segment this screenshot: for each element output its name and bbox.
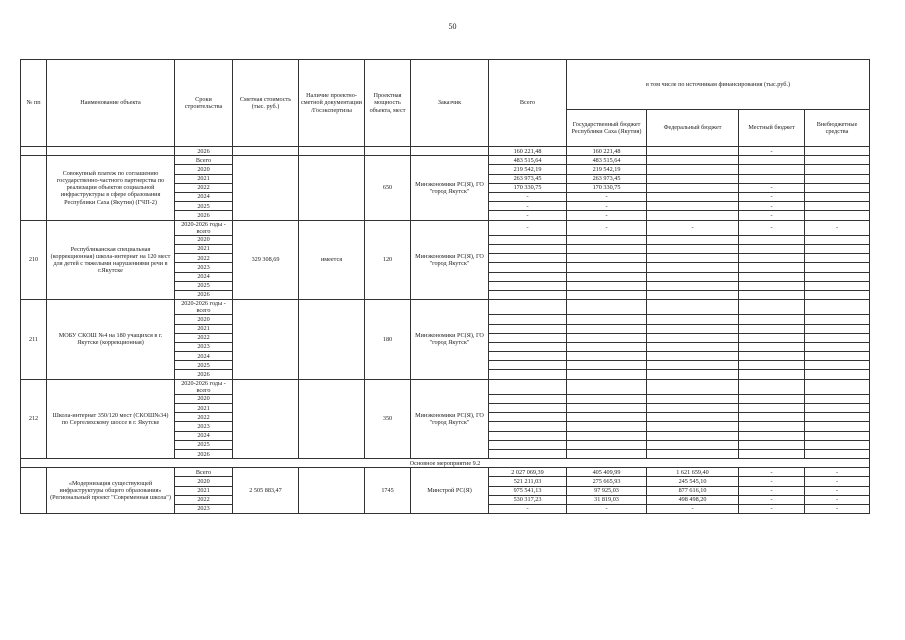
period-cell: 2026 [175,450,233,459]
object-name: «Модернизация существующей инфраструктуры общего образования» (Региональный проект "Современная школа") [47,468,175,514]
local-cell [739,440,805,449]
extra-cell [805,300,870,315]
period-cell: 2020 [175,235,233,244]
federal-cell [647,361,739,370]
empty-cell [411,147,489,156]
period-cell: 2022 [175,333,233,342]
local-cell: - [739,202,805,211]
local-cell [739,370,805,379]
total-cell: 483 515,64 [489,156,567,165]
object-capacity: 180 [365,300,411,380]
state-cell [567,413,647,422]
local-cell: - [739,468,805,477]
object-cost [233,300,299,380]
total-cell [489,281,567,290]
state-cell: - [567,202,647,211]
federal-cell [647,290,739,299]
total-cell [489,272,567,281]
period-cell: 2026 [175,370,233,379]
state-cell [567,440,647,449]
extra-cell [805,174,870,183]
state-cell [567,324,647,333]
local-cell: - [739,495,805,504]
extra-cell [805,413,870,422]
header-num: № пп [21,60,47,147]
total-cell: 2 027 069,39 [489,468,567,477]
period-cell: 2025 [175,281,233,290]
state-cell [567,431,647,440]
federal-cell [647,244,739,253]
state-cell [567,244,647,253]
object-capacity: 1745 [365,468,411,514]
extra-cell [805,254,870,263]
period-cell: 2021 [175,324,233,333]
period-cell: 2021 [175,404,233,413]
object-customer: Минэкономики РС(Я), ГО "город Якутск" [411,220,489,300]
header-name: Наименование объекта [47,60,175,147]
total-cell [489,263,567,272]
total-cell [489,324,567,333]
extra-cell [805,370,870,379]
total-cell [489,379,567,394]
header-sources: в том числе по источникам финансирования (тыс.руб.) [567,60,870,110]
federal-cell [647,156,739,165]
extra-cell [805,352,870,361]
period-cell: 2020-2026 годы - всего [175,300,233,315]
period-cell: 2024 [175,352,233,361]
page-number: 50 [448,22,457,31]
state-cell: 31 819,03 [567,495,647,504]
period-cell: 2024 [175,192,233,201]
total-cell [489,361,567,370]
table-row [21,300,870,315]
federal-cell: 498 498,20 [647,495,739,504]
total-cell [489,235,567,244]
local-cell [739,263,805,272]
total-cell: - [489,211,567,220]
state-cell [567,315,647,324]
state-cell [567,370,647,379]
federal-cell [647,324,739,333]
federal-cell [647,379,739,394]
state-cell: - [567,192,647,201]
extra-cell [805,290,870,299]
extra-cell [805,440,870,449]
period-cell: 2026 [175,147,233,156]
local-cell: - [739,147,805,156]
period-cell: 2020 [175,315,233,324]
local-cell [739,290,805,299]
federal-cell [647,300,739,315]
extra-cell: - [805,495,870,504]
local-cell [739,352,805,361]
period-cell: 2020-2026 годы - всего [175,220,233,235]
extra-cell [805,281,870,290]
extra-cell [805,431,870,440]
period-cell: 2023 [175,342,233,351]
local-cell [739,300,805,315]
federal-cell [647,174,739,183]
state-cell: 160 221,48 [567,147,647,156]
local-cell: - [739,220,805,235]
period-cell: 2026 [175,290,233,299]
header-local: Местный бюджет [739,110,805,147]
state-cell [567,361,647,370]
state-cell [567,394,647,403]
state-cell: - [567,220,647,235]
period-cell: 2022 [175,413,233,422]
object-customer: Минэкономики РС(Я), ГО "город Якутск" [411,379,489,459]
federal-cell [647,165,739,174]
federal-cell [647,183,739,192]
object-cost [233,379,299,459]
header-docs: Наличие проектно-сметной документации /Госэкспертизы [299,60,365,147]
object-name: МОБУ СКОШ №4 на 180 учащихся в г. Якутске (коррекционная) [47,300,175,380]
federal-cell [647,404,739,413]
local-cell [739,422,805,431]
header-period: Сроки строительства [175,60,233,147]
total-cell [489,404,567,413]
federal-cell: 245 545,10 [647,477,739,486]
object-cost: 2 505 883,47 [233,468,299,514]
state-cell: 405 409,99 [567,468,647,477]
state-cell [567,263,647,272]
state-cell [567,281,647,290]
period-cell: 2022 [175,183,233,192]
period-cell: 2020 [175,477,233,486]
object-docs: имеется [299,220,365,300]
federal-cell: 1 621 659,40 [647,468,739,477]
total-cell [489,450,567,459]
period-cell: 2024 [175,272,233,281]
total-cell [489,290,567,299]
federal-cell [647,352,739,361]
total-cell [489,333,567,342]
total-cell: 160 221,48 [489,147,567,156]
total-cell [489,315,567,324]
object-capacity: 350 [365,379,411,459]
local-cell [739,272,805,281]
header-cost: Сметная стоимость (тыс. руб.) [233,60,299,147]
extra-cell [805,272,870,281]
object-customer: Минстрой РС(Я) [411,468,489,514]
extra-cell [805,422,870,431]
header-capacity: Проектная мощность объекта, мест [365,60,411,147]
total-cell [489,422,567,431]
local-cell: - [739,183,805,192]
period-cell: Всего [175,468,233,477]
object-cost: 329 308,69 [233,220,299,300]
local-cell [739,394,805,403]
total-cell: - [489,504,567,513]
total-cell [489,352,567,361]
total-cell: 219 542,19 [489,165,567,174]
extra-cell [805,263,870,272]
object-capacity: 650 [365,156,411,220]
object-docs [299,379,365,459]
period-cell: 2026 [175,211,233,220]
state-cell: 219 542,19 [567,165,647,174]
federal-cell: 877 616,10 [647,486,739,495]
total-cell: 521 211,03 [489,477,567,486]
extra-cell [805,183,870,192]
state-cell [567,290,647,299]
period-cell: 2025 [175,440,233,449]
extra-cell [805,156,870,165]
period-cell: 2020-2026 годы - всего [175,379,233,394]
header-extra: Внебюджетные средства [805,110,870,147]
header-state: Государственный бюджет Республики Саха (Якутия) [567,110,647,147]
extra-cell [805,333,870,342]
header-total: Всего [489,60,567,147]
state-cell [567,254,647,263]
total-cell [489,370,567,379]
federal-cell [647,370,739,379]
section-title: Основное мероприятие 9.2 [21,459,870,468]
local-cell [739,315,805,324]
extra-cell [805,211,870,220]
total-cell: 530 317,23 [489,495,567,504]
total-cell [489,394,567,403]
local-cell [739,342,805,351]
federal-cell [647,431,739,440]
extra-cell [805,379,870,394]
state-cell [567,300,647,315]
local-cell [739,404,805,413]
local-cell [739,254,805,263]
table-row [21,156,870,165]
local-cell [739,361,805,370]
object-number [21,468,47,514]
extra-cell [805,450,870,459]
period-cell: 2022 [175,254,233,263]
total-cell [489,254,567,263]
total-cell [489,440,567,449]
table-row [21,220,870,235]
state-cell: - [567,504,647,513]
object-docs [299,156,365,220]
local-cell: - [739,211,805,220]
local-cell [739,324,805,333]
federal-cell [647,235,739,244]
object-number: 212 [21,379,47,459]
object-capacity: 120 [365,220,411,300]
object-name: Совокупный платеж по соглашению государственно-частного партнерства по реализации объектов социальной инфраструктуры в сфере образования Республики Саха (Якутия) (ГЧП-2) [47,156,175,220]
empty-cell [365,147,411,156]
header-customer: Заказчик [411,60,489,147]
table-row [21,468,870,477]
state-cell [567,422,647,431]
federal-cell [647,281,739,290]
period-cell: 2021 [175,244,233,253]
extra-cell [805,394,870,403]
state-cell [567,235,647,244]
state-cell: 170 330,75 [567,183,647,192]
extra-cell [805,147,870,156]
federal-cell: - [647,220,739,235]
period-cell: 2023 [175,422,233,431]
extra-cell [805,244,870,253]
total-cell [489,413,567,422]
extra-cell: - [805,220,870,235]
extra-cell [805,192,870,201]
local-cell [739,431,805,440]
extra-cell [805,235,870,244]
extra-cell: - [805,486,870,495]
extra-cell [805,342,870,351]
federal-cell [647,272,739,281]
total-cell [489,300,567,315]
extra-cell [805,315,870,324]
object-docs [299,300,365,380]
object-name: Республиканская специальная (коррекционная) школа-интернат на 120 мест для детей с тяжелыми нарушениями речи в г.Якутске [47,220,175,300]
federal-cell [647,440,739,449]
federal-cell [647,342,739,351]
local-cell [739,244,805,253]
period-cell: 2024 [175,431,233,440]
local-cell: - [739,477,805,486]
extra-cell: - [805,477,870,486]
object-customer: Минэкономики РС(Я), ГО "город Якутск" [411,156,489,220]
extra-cell [805,324,870,333]
state-cell [567,450,647,459]
period-cell: 2023 [175,504,233,513]
total-cell: - [489,220,567,235]
state-cell [567,404,647,413]
local-cell: - [739,192,805,201]
period-cell: 2025 [175,361,233,370]
total-cell: 170 330,75 [489,183,567,192]
period-cell: 2021 [175,486,233,495]
state-cell [567,272,647,281]
object-number [21,156,47,220]
total-cell: - [489,202,567,211]
state-cell: - [567,211,647,220]
state-cell: 275 665,93 [567,477,647,486]
local-cell [739,281,805,290]
extra-cell: - [805,504,870,513]
federal-cell [647,147,739,156]
state-cell [567,352,647,361]
total-cell: - [489,192,567,201]
federal-cell [647,450,739,459]
period-cell: Всего [175,156,233,165]
federal-cell [647,211,739,220]
total-cell [489,431,567,440]
extra-cell [805,361,870,370]
federal-cell [647,254,739,263]
federal-cell [647,192,739,201]
object-number: 210 [21,220,47,300]
period-cell: 2025 [175,202,233,211]
empty-cell [233,147,299,156]
extra-cell [805,165,870,174]
object-customer: Минэкономики РС(Я), ГО "город Якутск" [411,300,489,380]
object-name: Школа-интернат 350/120 мест (СКОШ№34) по Сергеляхскому шоссе в г. Якутске [47,379,175,459]
period-cell: 2023 [175,263,233,272]
state-cell [567,379,647,394]
empty-cell [21,147,47,156]
state-cell: 263 973,45 [567,174,647,183]
state-cell: 97 925,03 [567,486,647,495]
header-federal: Федеральный бюджет [647,110,739,147]
local-cell [739,379,805,394]
state-cell [567,333,647,342]
total-cell: 975 541,13 [489,486,567,495]
total-cell [489,244,567,253]
local-cell [739,450,805,459]
federal-cell [647,422,739,431]
state-cell: 483 515,64 [567,156,647,165]
local-cell [739,413,805,422]
financing-table [20,59,870,514]
extra-cell [805,202,870,211]
state-cell [567,342,647,351]
object-number: 211 [21,300,47,380]
local-cell: - [739,504,805,513]
total-cell: 263 973,45 [489,174,567,183]
table-row [21,379,870,394]
object-docs [299,468,365,514]
federal-cell [647,263,739,272]
local-cell [739,235,805,244]
local-cell [739,333,805,342]
local-cell: - [739,486,805,495]
period-cell: 2022 [175,495,233,504]
object-cost [233,156,299,220]
federal-cell [647,413,739,422]
federal-cell: - [647,504,739,513]
period-cell: 2020 [175,165,233,174]
empty-cell [299,147,365,156]
period-cell: 2021 [175,174,233,183]
table-row [21,147,870,156]
federal-cell [647,315,739,324]
federal-cell [647,202,739,211]
federal-cell [647,333,739,342]
empty-cell [47,147,175,156]
federal-cell [647,394,739,403]
period-cell: 2020 [175,394,233,403]
extra-cell: - [805,468,870,477]
section-row [21,459,870,468]
total-cell [489,342,567,351]
extra-cell [805,404,870,413]
local-cell [739,165,805,174]
local-cell [739,156,805,165]
local-cell [739,174,805,183]
